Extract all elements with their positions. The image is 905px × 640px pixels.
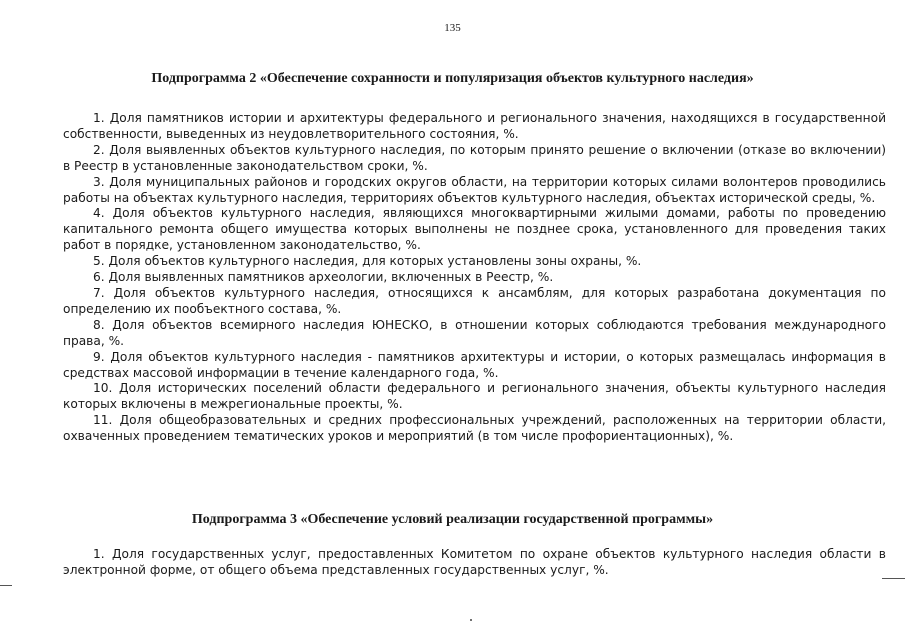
list-item: 2. Доля выявленных объектов культурного наследия, по которым принято решение о включении (отказе во включении) в Реестр в установленные законодательством сроки, %. [63, 142, 886, 173]
list-item: 11. Доля общеобразовательных и средних профессиональных учреждений, расположенных на территории области, охваченных проведением тематических уроков и мероприятий (в том числе профориентационных), %. [63, 413, 886, 444]
list-item: 1. Доля государственных услуг, предоставленных Комитетом по охране объектов культурного наследия области в электронной форме, от общего объема представленных государственных услуг, %. [63, 547, 886, 577]
list-item: 9. Доля объектов культурного наследия - памятников архитектуры и истории, о которых размещалась информация в средствах массовой информации в течение календарного года, %. [63, 349, 886, 380]
list-item: 4. Доля объектов культурного наследия, являющихся многоквартирными жилыми домами, работы по проведению капитального ремонта общего имущества которых выполнены не позднее срока, установленного для проведения таких работ в порядке, установленном законодательство, %. [63, 206, 886, 253]
list-item: 7. Доля объектов культурного наследия, относящихся к ансамблям, для которых разработана документация по определению их пообъектного состава, %. [63, 285, 886, 316]
list-item: 6. Доля выявленных памятников археологии, включенных в Реестр, %. [93, 270, 554, 285]
list-item: 1. Доля памятников истории и архитектуры федерального и регионального значения, находящихся в государственной собственности, выведенных из неудовлетворительного состояния, %. [63, 111, 886, 141]
scan-edge-mark-left [0, 585, 12, 586]
list-item: 3. Доля муниципальных районов и городских округов области, на территории которых силами волонтеров проводились работы на объектах культурного наследия, территориях объектов культурного наследия, объектах исторической среды, %. [63, 174, 886, 205]
scan-edge-mark-right [882, 578, 905, 579]
subprogram-3-title: Подпрограмма 3 «Обеспечение условий реализации государственной программы» [191, 512, 714, 527]
subprogram-2-title: Подпрограмма 2 «Обеспечение сохранности и популяризация объектов культурного наследия» [151, 71, 754, 86]
page-number: 135 [444, 22, 461, 34]
subprogram-2-items [63, 111, 886, 445]
list-item: 5. Доля объектов культурного наследия, для которых установлены зоны охраны, %. [93, 254, 642, 269]
list-item: 8. Доля объектов всемирного наследия ЮНЕСКО, в отношении которых соблюдаются требования международного права, %. [63, 317, 886, 348]
list-item: 10. Доля исторических поселений области федерального и регионального значения, объекты культурного наследия которых включены в межрегиональные проекты, %. [63, 381, 886, 412]
scan-dot-mark [470, 619, 472, 621]
subprogram-3-items [63, 547, 886, 579]
